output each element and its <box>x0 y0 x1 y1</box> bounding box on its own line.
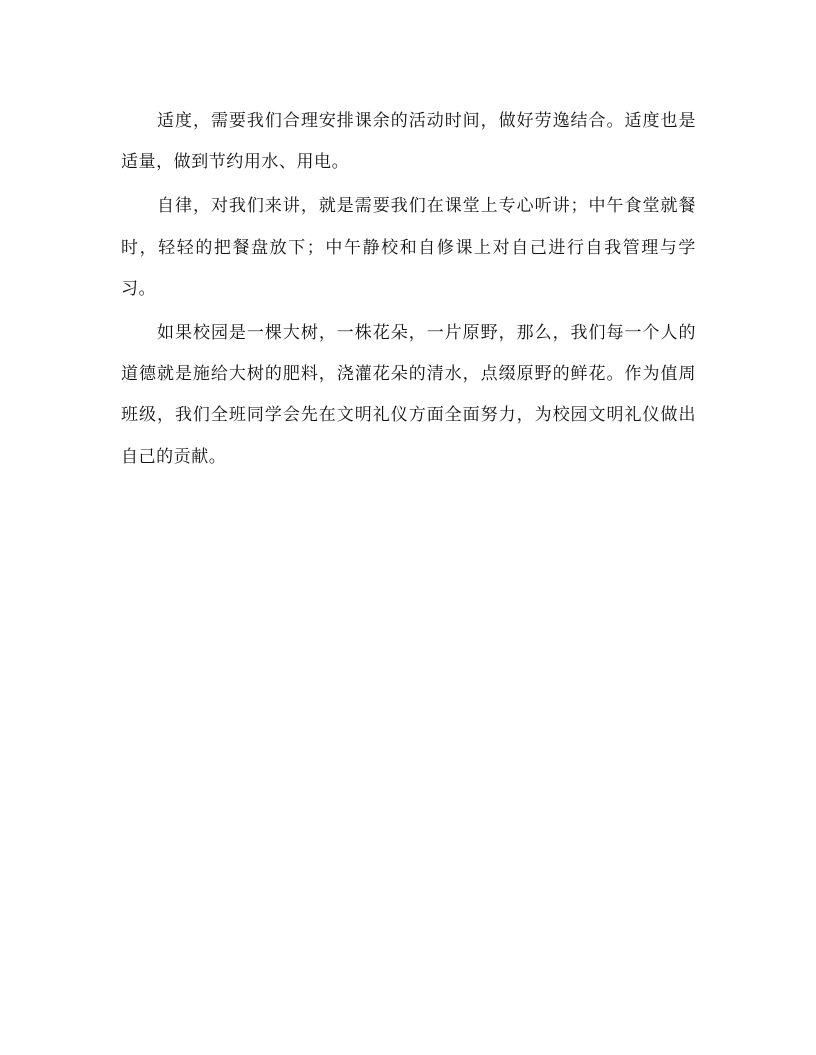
paragraph-moderation: 适度，需要我们合理安排课余的活动时间，做好劳逸结合。适度也是适量，做到节约用水、用电。 <box>121 111 696 173</box>
paragraph-campus-metaphor: 如果校园是一棵大树，一株花朵，一片原野，那么，我们每一个人的道德就是施给大树的肥料，浇灌花朵的清水，点缀原野的鲜花。作为值周班级，我们全班同学会先在文明礼仪方面全面努力，为校园文明礼仪做出自己的贡献。 <box>121 323 696 467</box>
document-body <box>121 101 696 481</box>
paragraph-self-discipline: 自律，对我们来讲，就是需要我们在课堂上专心听讲；中午食堂就餐时，轻轻的把餐盘放下；中午静校和自修课上对自己进行自我管理与学习。 <box>121 196 696 299</box>
